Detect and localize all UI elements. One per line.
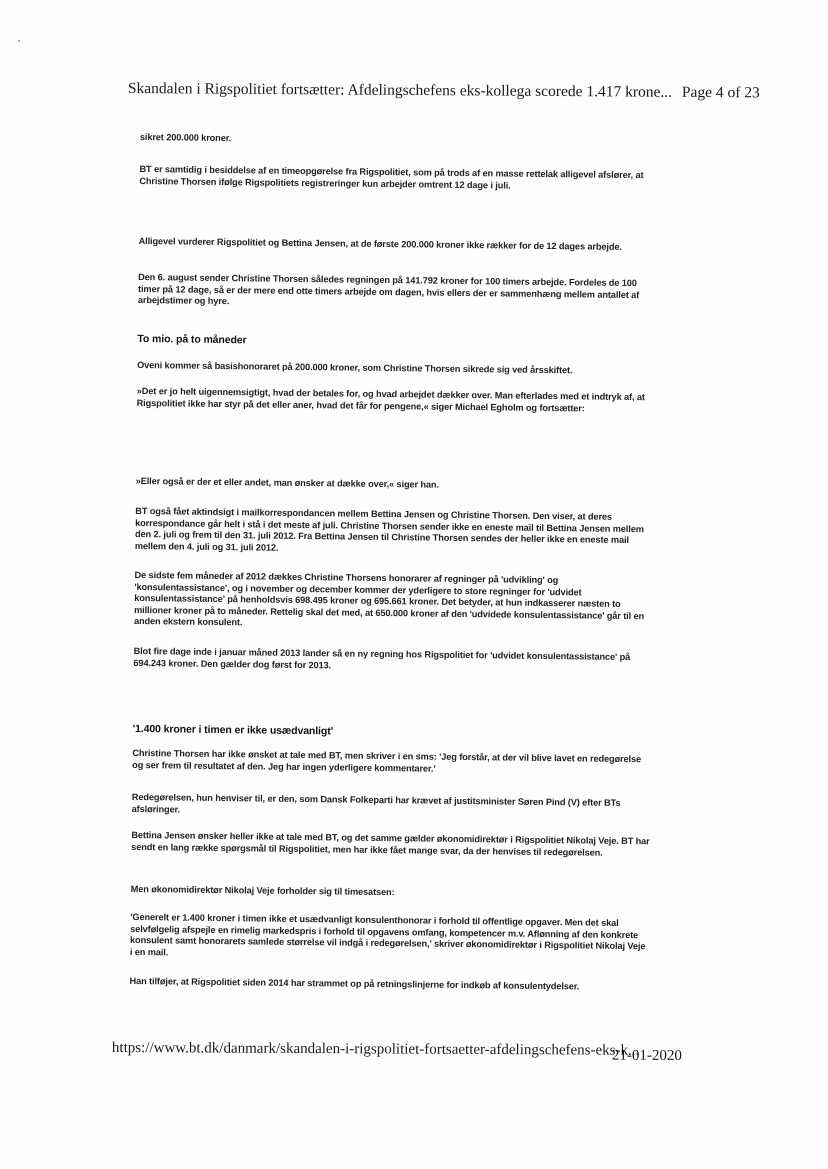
paragraph: Den 6. august sender Christine Thorsen således regningen på 141.792 kroner for 100 timers arbejde. Fordeles de 100 timer på 12 dage, så er der mere end otte timers arbejde om dagen, hvis ellers der er sammenhæng mellem antallet af arbejdstimer og hyre.	[137, 271, 640, 307]
article-body	[129, 128, 660, 992]
paragraph: Bettina Jensen ønsker heller ikke at tale med BT, og det samme gælder økonomidirektør i Rigspolitiet Nikolaj Veje. BT har sendt en lang række spørgsmål til Rigspolitiet, men har ikke fået mange svar, da der henvises til redegørelsen.	[131, 829, 650, 858]
paragraph: »Eller også er der et eller andet, man ønsker at dække over,« siger han.	[135, 475, 440, 490]
page-footer	[111, 1040, 712, 1064]
paragraph: De sidste fem måneder af 2012 dækkes Christine Thorsens honorarer af regninger på 'udvikling' og 'konsulentassistance', og i november og december kommer der yderligere to store regninger for 'udvidet konsulentassistance' på henholdsvis 698.495 kroner og 695.661 kroner. Det betyder, at hun indkasserer næsten to millioner kroner på to måneder. Rettelig skal det med, at 650.000 kroner af den 'udvidede konsulentassistance' går til en anden ekstern konsulent.	[133, 569, 645, 628]
source-url: https://www.bt.dk/danmark/skandalen-i-rigspolitiet-fortsaetter-afdelingschefens-eks-k...	[111, 1040, 640, 1059]
paragraph: sikret 200.000 kroner.	[139, 131, 232, 144]
paragraph: BT er samtidig i besiddelse af en timeopgørelse fra Rigspolitiet, som på trods af en masse rettelak alligevel afslører, at Christine Thorsen ifølge Rigspolitiets registreringer kun arbejder omtrent 12 dage i juli.	[139, 163, 644, 191]
paragraph: Oveni kommer så basishonoraret på 200.000 kroner, som Christine Thorsen sikrede sig ved årsskiftet.	[137, 359, 573, 376]
paragraph: Christine Thorsen har ikke ønsket at tale med BT, men skriver i en sms: 'Jeg forstår, at der vil blive lavet en redegørelse og ser frem til resultatet af den. Jeg har ingen yderligere kommentarer.'	[132, 747, 642, 774]
page-header	[127, 80, 760, 102]
paragraph: Redegørelsen, hun henviser til, er den, som Dansk Folkeparti har krævet af justitsminister Søren Pind (V) efter BTs afsløringer.	[131, 791, 621, 815]
paragraph: Men økonomidirektør Nikolaj Veje forholder sig til timesatsen:	[130, 883, 395, 898]
paragraph: 'Generelt er 1.400 kroner i timen ikke et usædvanligt konsulenthonorar i forhold til offentlige opgaver. Men det skal selvfølgelig afspejle en rimelig markedspris i forhold til opgavens omfang, kompetencer m.v. Aflønning af den konkrete konsulent samt honorarets samlede størrelse vil indgå i redegørelsen,' skriver økonomidirektør i Rigspolitiet Nikolaj Veje i en mail.	[129, 911, 646, 957]
page-number: Page 4 of 23	[681, 83, 760, 102]
paragraph: »Det er jo helt uigennemsigtigt, hvad der betales for, og hvad arbejdet dækker over. Man efterlades med et indtryk af, at Rigspolitiet ikke har styr på det eller aner, hvad det får for pengene,« siger Michael Egholm og fortsætter:	[136, 385, 645, 413]
paragraph: Han tilføjer, at Rigspolitiet siden 2014 har strammet op på retningslinjerne for indkøb af konsulentydelser.	[129, 975, 580, 992]
section-heading: To mio. på to måneder	[137, 332, 247, 347]
paragraph: BT også fået aktindsigt i mailkorrespondancen mellem Bettina Jensen og Christine Thorsen. Den viser, at deres korrespondance går helt i stå i det meste af juli. Christine Thorsen sender ikke en eneste mail til Bettina Jensen mellem den 2. juli og frem til den 31. juli 2012. Fra Bettina Jensen til Christine Thorsen sendes der heller ikke en eneste mail mellem den 4. juli og 31. juli 2012.	[134, 505, 644, 553]
article-title: Skandalen i Rigspolitiet fortsætter: Afdelingschefens eks-kollega scorede 1.417 krone...	[127, 80, 673, 101]
paragraph: Blot fire dage inde i januar måned 2013 lander så en ny regning hos Rigspolitiet for 'udvidet konsulentassistance' på 694.243 kroner. Den gælder dog først for 2013.	[133, 645, 631, 670]
scan-speck	[18, 40, 20, 42]
print-date: 21-01-2020	[611, 1047, 682, 1064]
section-heading: '1.400 kroner i timen er ikke usædvanligt'	[132, 722, 334, 738]
paragraph: Alligevel vurderer Rigspolitiet og Bettina Jensen, at de første 200.000 kroner ikke rækker for de 12 dages arbejde.	[138, 235, 622, 252]
